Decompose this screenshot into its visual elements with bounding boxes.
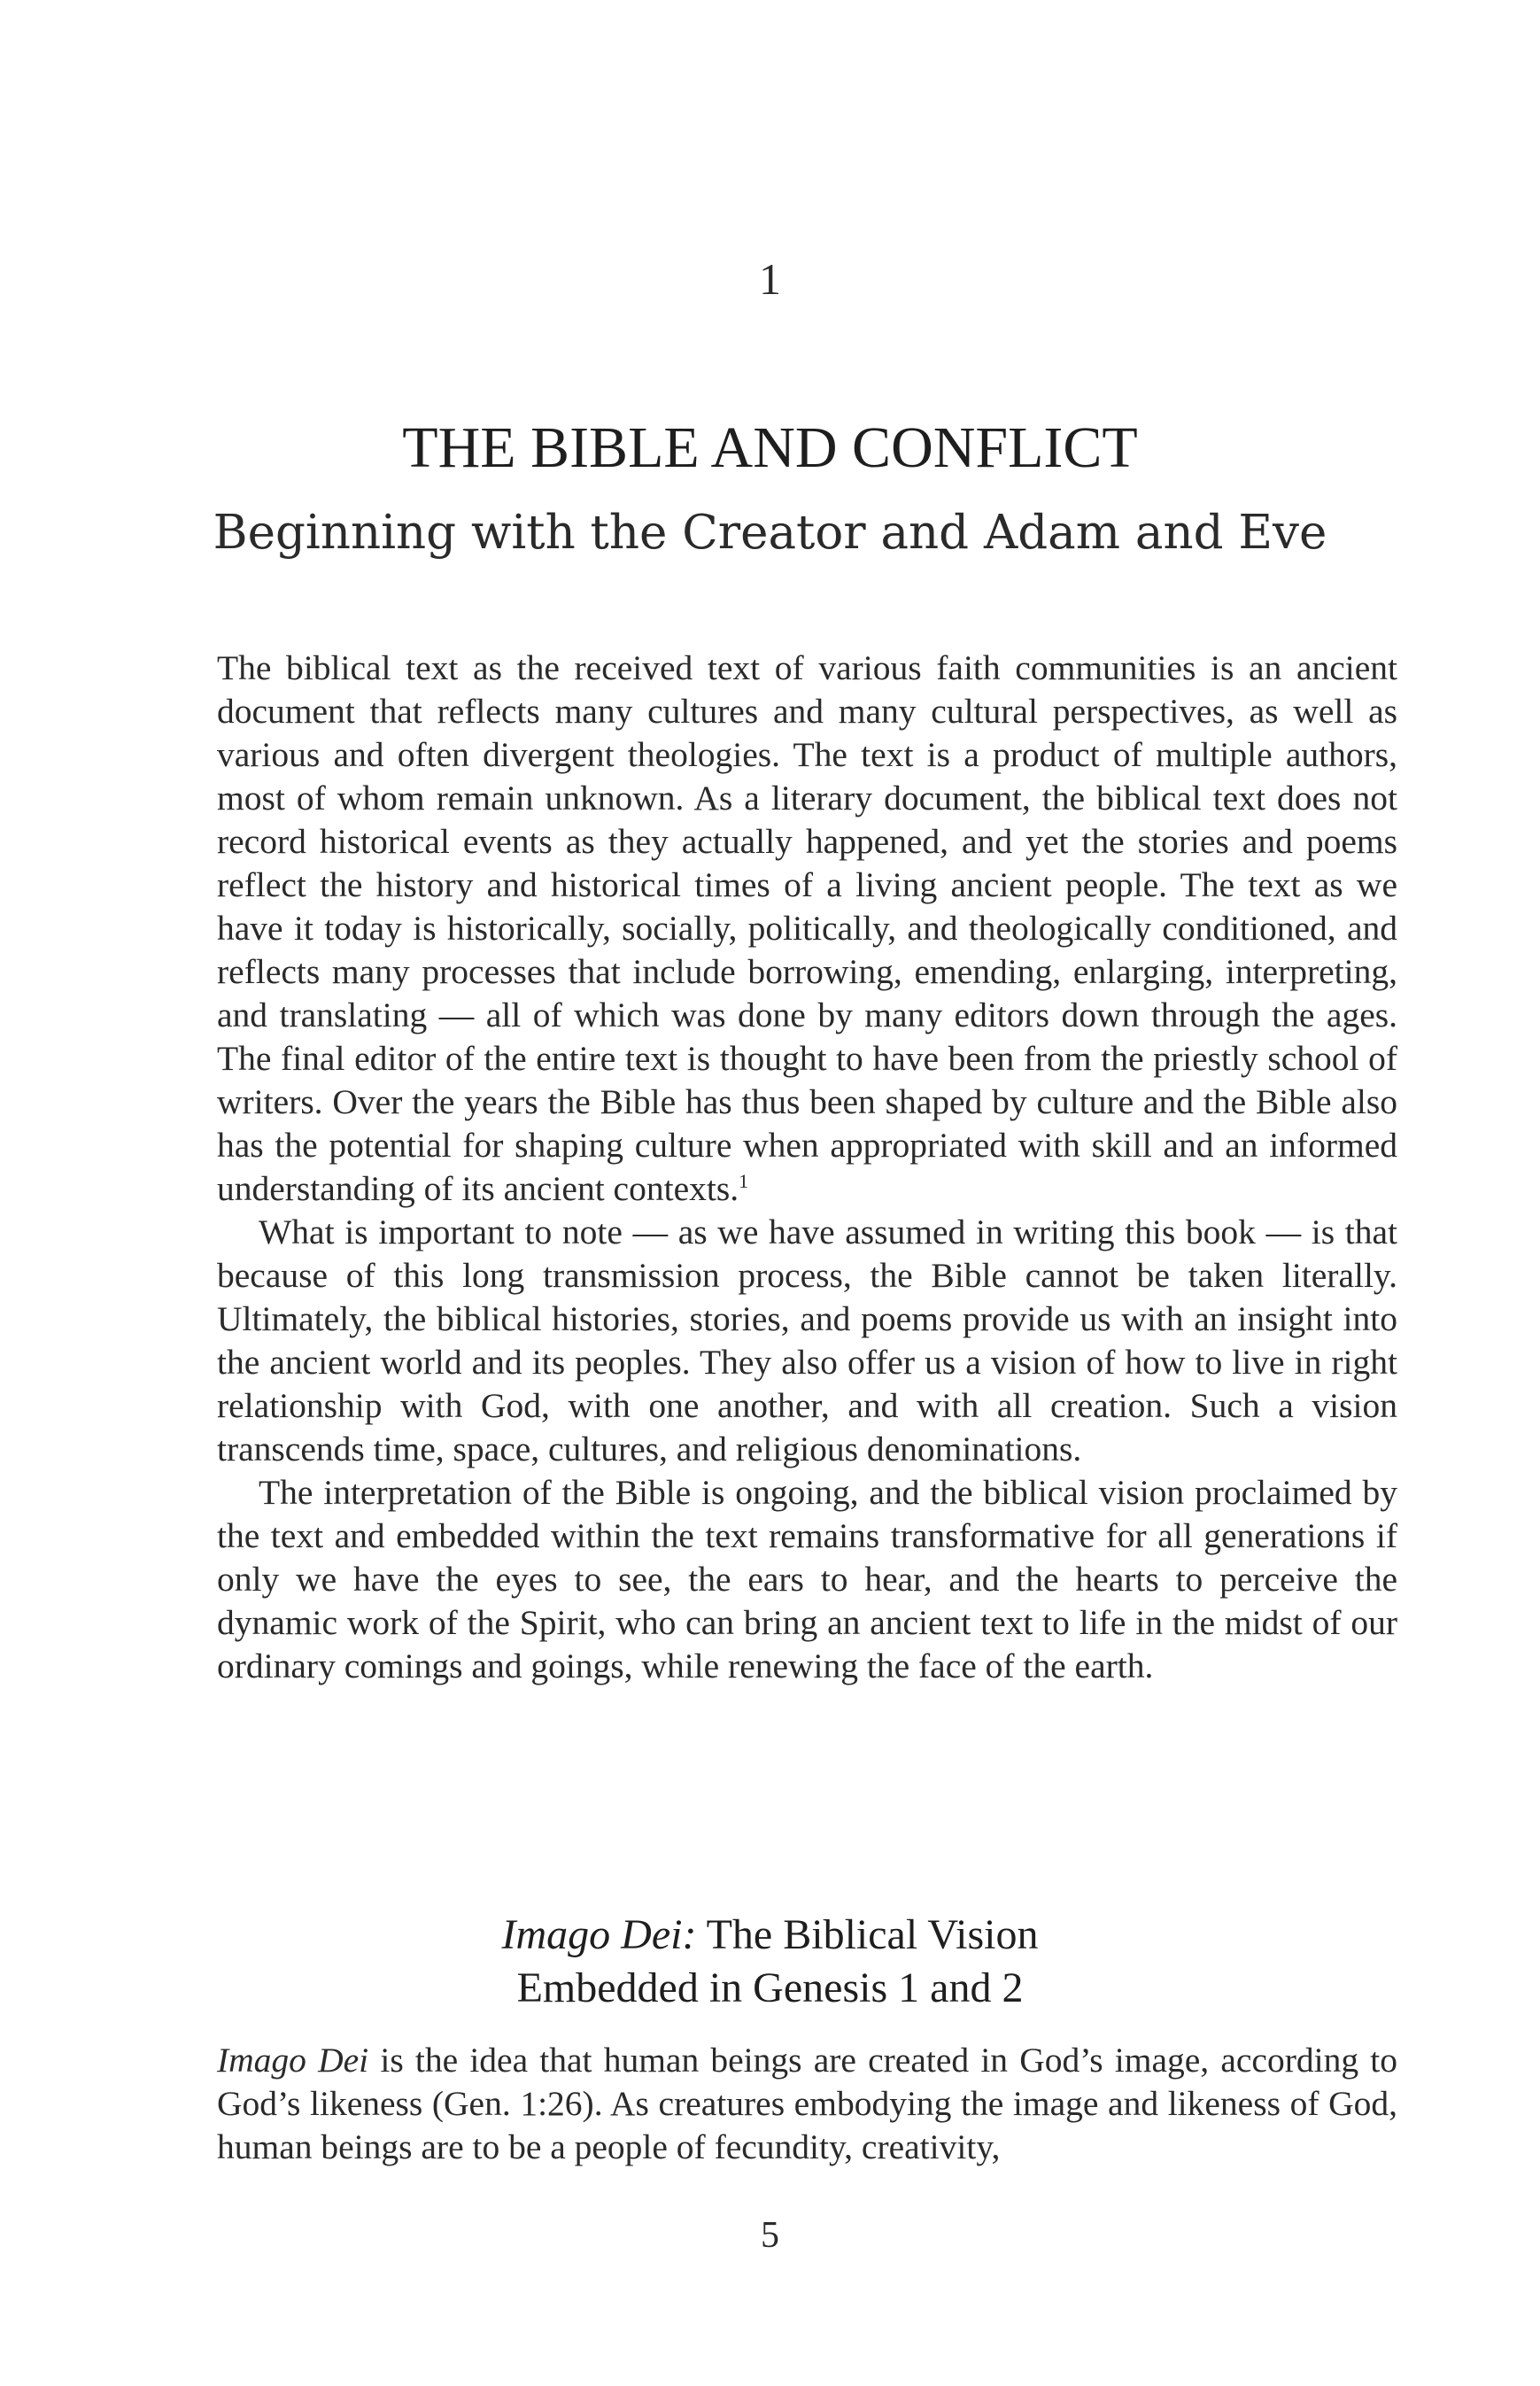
section-heading-italic: Imago Dei:: [501, 1911, 697, 1958]
section-paragraph-lead: Imago Dei: [217, 2041, 369, 2080]
section-paragraph-text: is the idea that human beings are created in God’s image, according to God’s likeness (Gen. 1:26). As creatures embodying the image and likeness of God, human beings are to be a people of fecundity, creativity,: [217, 2041, 1397, 2166]
section-heading: [0, 1909, 1540, 2015]
page-number: 5: [761, 2215, 779, 2256]
body-text: [217, 647, 1397, 1688]
section-heading-line2: Embedded in Genesis 1 and 2: [516, 1964, 1024, 2011]
chapter-subtitle: Beginning with the Creator and Adam and Eve: [213, 506, 1327, 560]
paragraph-3: The interpretation of the Bible is ongoing, and the biblical vision proclaimed by the text and embedded within the text remains transformative for all generations if only we have the eyes to see, the ears to hear, and the hearts to perceive the dynamic work of the Spirit, who can bring an ancient text to life in the midst of our ordinary comings and goings, while renewing the face of the earth.: [217, 1473, 1397, 1685]
paragraph-2: What is important to note — as we have assumed in writing this book — is that because of this long transmission process, the Bible cannot be taken literally. Ultimately, the biblical histories, stories, and poems provide us with an insight into the ancient world and its peoples. They also offer us a vision of how to live in right relationship with God, with one another, and with all creation. Such a vision transcends time, space, cultures, and religious denominations.: [217, 1212, 1397, 1468]
chapter-number: 1: [759, 254, 781, 304]
footnote-marker: 1: [739, 1169, 749, 1192]
paragraph-1-text: The biblical text as the received text of various faith communities is an ancient document that reflects many cultures and many cultural perspectives, as well as various and often divergent theologies. The text is a product of multiple authors, most of whom remain unknown. As a literary document, the biblical text does not record historical events as they actually happened, and yet the stories and poems reflect the history and historical times of a living ancient people. The text as we have it today is historically, socially, politically, and theologically conditioned, and reflects many processes that include borrowing, emending, enlarging, interpreting, and translating — all of which was done by many editors down through the ages. The final editor of the entire text is thought to have been from the priestly school of writers. Over the years the Bible has thus been shaped by culture and the Bible also has the potential for shaping culture when appropriated with skill and an informed understanding of its ancient contexts.: [217, 648, 1397, 1208]
paragraph-1: [217, 647, 1397, 1211]
section-paragraph: [217, 2039, 1397, 2169]
section-heading-line1: The Biblical Vision: [696, 1911, 1039, 1958]
chapter-title: THE BIBLE AND CONFLICT: [402, 415, 1138, 480]
